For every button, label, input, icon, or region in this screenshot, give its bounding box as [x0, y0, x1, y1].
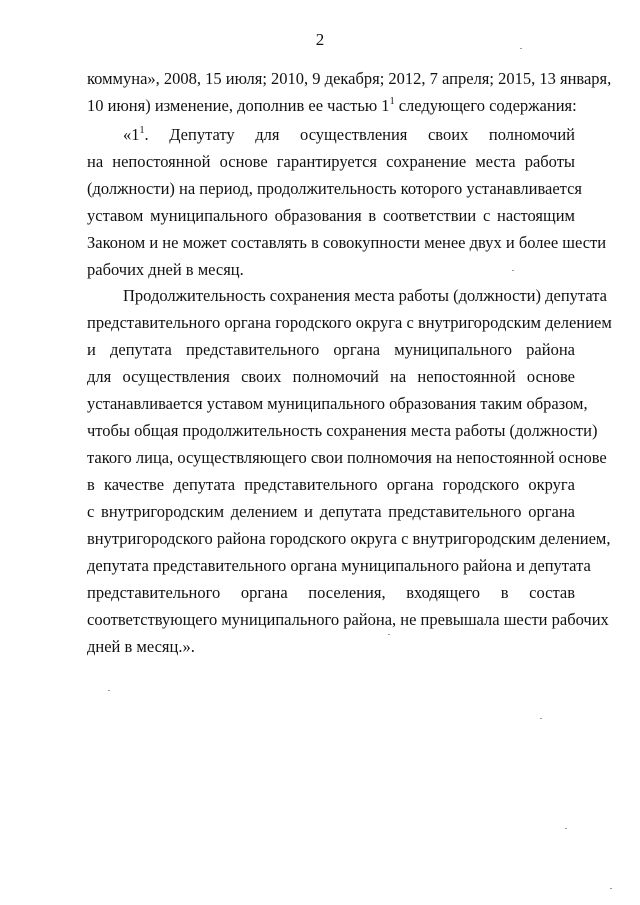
paragraph-1-line-2-tail: следующего содержания: — [394, 96, 577, 115]
paragraph-3-line-8: в качестве депутата представительного органа городского округа — [87, 475, 575, 494]
paragraph-3-line-1: Продолжительность сохранения места работы (должности) депутата — [123, 286, 607, 305]
page-number: 2 — [315, 30, 325, 49]
scan-speck — [540, 718, 542, 719]
scan-speck — [512, 270, 514, 271]
paragraph-2-line-1-text: . Депутату для осуществления своих полномочий — [144, 125, 575, 144]
scan-speck — [388, 634, 390, 635]
paragraph-2-line-4: уставом муниципального образования в соответствии с настоящим — [87, 206, 575, 225]
scan-speck — [520, 48, 522, 49]
paragraph-2-line-2: на непостоянной основе гарантируется сохранение места работы — [87, 152, 575, 171]
paragraph-3-line-11: депутата представительного органа муниципального района и депутата — [87, 556, 591, 575]
paragraph-1-line-1: коммуна», 2008, 15 июля; 2010, 9 декабря; 2012, 7 апреля; 2015, 13 января, — [87, 69, 612, 88]
paragraph-3-line-14: дней в месяц.». — [87, 637, 195, 656]
paragraph-2-line-1-start — [123, 125, 145, 144]
superscript: 1 — [389, 96, 395, 107]
paragraph-3-line-6: чтобы общая продолжительность сохранения места работы (должности) — [87, 421, 598, 440]
paragraph-2-line-3: (должности) на период, продолжительность которого устанавливается — [87, 179, 583, 198]
paragraph-3-line-9: с внутригородским делением и депутата представительного органа — [87, 502, 575, 521]
paragraph-3-line-4: для осуществления своих полномочий на непостоянной основе — [87, 367, 575, 386]
paragraph-1-line-2 — [87, 93, 575, 119]
paragraph-3-line-5: устанавливается уставом муниципального образования таким образом, — [87, 394, 588, 413]
paragraph-3-line-7: такого лица, осуществляющего свои полномочия на непостоянной основе — [87, 448, 607, 467]
paragraph-2-line-1 — [123, 122, 575, 148]
paragraph-2-line-6: рабочих дней в месяц. — [87, 260, 244, 279]
paragraph-3-line-3: и депутата представительного органа муниципального района — [87, 340, 575, 359]
paragraph-2-line-5: Законом и не может составлять в совокупности менее двух и более шести — [87, 233, 607, 252]
superscript: 1 — [139, 125, 145, 136]
paragraph-1-line-2-text: 10 июня) изменение, дополнив ее частью 1 — [87, 96, 390, 115]
scan-speck — [610, 888, 612, 889]
paragraph-3-line-13: соответствующего муниципального района, не превышала шести рабочих — [87, 610, 609, 629]
paragraph-3-line-10: внутригородского района городского округа с внутригородским делением, — [87, 529, 611, 548]
paragraph-3-line-2: представительного органа городского округа с внутригородским делением — [87, 313, 612, 332]
paragraph-3-line-12: представительного органа поселения, входящего в состав — [87, 583, 575, 602]
scan-speck — [108, 690, 110, 691]
scan-speck — [565, 828, 567, 829]
paragraph-2-quote-number: «1 — [123, 125, 140, 144]
